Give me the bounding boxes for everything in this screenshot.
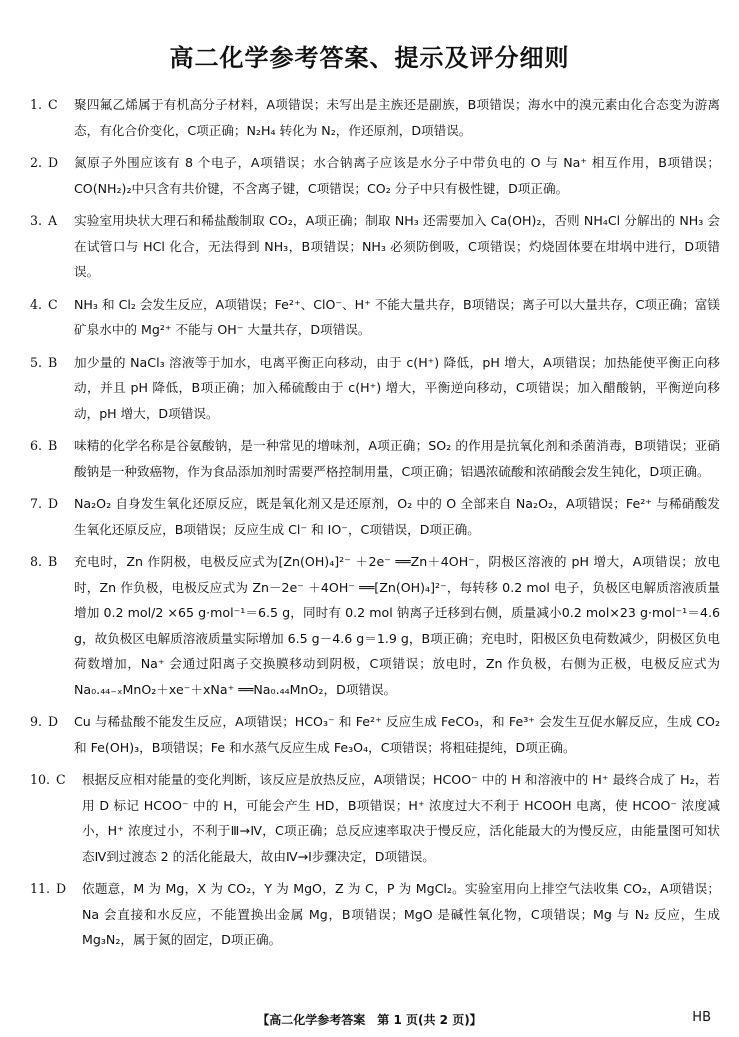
answer-key: D (48, 155, 59, 170)
question-number: 7. (30, 496, 43, 511)
question-number: 2. (30, 155, 43, 170)
question-number: 10. (30, 772, 51, 787)
answer-item-5 (30, 350, 720, 427)
answer-key: B (48, 438, 58, 453)
page-footer: 【高二化学参考答案 第 1 页(共 2 页)】 (257, 1013, 482, 1027)
question-number: 8. (30, 554, 43, 569)
answer-list (30, 92, 720, 960)
explanation-text: Cu 与稀盐酸不能发生反应，A项错误；HCO₃⁻ 和 Fe²⁺ 反应生成 FeCO₃，和 Fe³⁺ 会发生互促水解反应，生成 CO₂ 和 Fe(OH)₃，B项错误；Fe 和水蒸气反应生成 Fe₃O₄，C项错误；将粗硅提纯，D项正确。 (74, 714, 720, 755)
answer-key: C (56, 772, 66, 787)
answer-item-11 (30, 876, 720, 953)
answer-item-4 (30, 292, 720, 343)
answer-key: B (48, 554, 58, 569)
answer-item-7 (30, 491, 720, 542)
answer-item-3 (30, 208, 720, 285)
question-number: 4. (30, 296, 43, 312)
question-number: 6. (30, 438, 43, 453)
question-number: 5. (30, 354, 43, 370)
edition-code: HB (692, 1010, 711, 1025)
explanation-text: 味精的化学名称是谷氨酸钠，是一种常见的增味剂，A项正确；SO₂ 的作用是抗氧化剂和杀菌消毒，B项错误；亚硝酸钠是一种致癌物，作为食品添加剂时需要严格控制用量，C项正确；铝遇浓硫酸和浓硝酸会发生钝化，D项正确。 (74, 438, 720, 479)
explanation-text: NH₃ 和 Cl₂ 会发生反应，A项错误；Fe²⁺、ClO⁻、H⁺ 不能大量共存，B项错误；离子可以大量共存，C项正确；富镁矿泉水中的 Mg²⁺ 不能与 OH⁻ 大量共存，D项错误。 (74, 296, 720, 337)
question-number: 1. (30, 97, 43, 112)
answer-item-8 (30, 549, 720, 702)
page-title: 高二化学参考答案、提示及评分细则 (169, 44, 570, 72)
answer-key: C (48, 97, 58, 112)
answer-item-9 (30, 709, 720, 760)
explanation-text: 氮原子外围应该有 8 个电子，A项错误；水合钠离子应该是水分子中带负电的 O 与 Na⁺ 相互作用，B项错误；CO(NH₂)₂中只含有共价键，不含离子键，C项错误；CO₂ 分子中只有极性键，D项正确。 (74, 155, 720, 196)
question-number: 3. (30, 213, 43, 228)
answer-key: D (48, 496, 59, 511)
explanation-text: 依题意，M 为 Mg，X 为 CO₂，Y 为 MgO，Z 为 C，P 为 MgCl₂。实验室用向上排空气法收集 CO₂，A项错误；Na 会直接和水反应，不能置换出金属 Mg，B项错误；MgO 是碱性氧化物，C项错误；Mg 与 N₂ 反应，生成 Mg₃N₂，属于氮的固定，D项正确。 (82, 881, 720, 947)
answer-key: C (48, 296, 58, 312)
answer-key: A (48, 213, 58, 228)
answer-key: D (48, 714, 59, 729)
answer-key: B (48, 354, 58, 370)
explanation-text: 充电时，Zn 作阴极，电极反应式为[Zn(OH)₄]²⁻ ＋2e⁻ ══Zn＋4OH⁻，阴极区溶液的 pH 增大，A项错误；放电时，Zn 作负极，电极反应式为 Zn－2e⁻ ＋4OH⁻ ══[Zn(OH)₄]²⁻，每转移 0.2 mol 电子，负极区电解质溶液质量增加 0.2 mol/2 ×65 g·mol⁻¹＝6.5 g，同时有 0.2 mol 钠离子迁移到右侧，质量减小0.2 mol×23 g·mol⁻¹＝4.6 g，故负极区电解质溶液质量实际增加 6.5 g－4.6 g＝1.9 g，B项正确；充电时，阳极区负电荷数减少，阴极区负电荷数增加，Na⁺ 会通过阳离子交换膜移动到阴极，C项错误；放电时，Zn 作负极，右侧为正极，电极反应式为 Na₀.₄₄₋ₓMnO₂＋xe⁻＋xNa⁺ ══Na₀.₄₄MnO₂，D项错误。 (74, 554, 720, 697)
explanation-text: 加少量的 NaCl₃ 溶液等于加水，电离平衡正向移动，由于 c(H⁺) 降低，pH 增大，A项错误；加热能使平衡正向移动，并且 pH 降低，B项正确；加入稀硫酸由于 c(H⁺) 增大，平衡逆向移动，C项错误；加入醋酸钠，平衡逆向移动，pH 增大，D项错误。 (74, 354, 720, 421)
question-number: 9. (30, 714, 43, 729)
answer-item-2 (30, 150, 720, 201)
answer-item-6 (30, 433, 720, 484)
explanation-text: 实验室用块状大理石和稀盐酸制取 CO₂，A项正确；制取 NH₃ 还需要加入 Ca(OH)₂，否则 NH₄Cl 分解出的 NH₃ 会在试管口与 HCl 化合，无法得到 NH₃，B项错误；NH₃ 必须防倒吸，C项错误；灼烧固体要在坩埚中进行，D项错误。 (74, 213, 720, 279)
answer-key: D (56, 881, 67, 896)
explanation-text: Na₂O₂ 自身发生氧化还原反应，既是氧化剂又是还原剂，O₂ 中的 O 全部来自 Na₂O₂，A项错误；Fe²⁺ 与稀硝酸发生氧化还原反应，B项错误；反应生成 Cl⁻ 和 IO⁻，C项错误，D项正确。 (74, 496, 720, 537)
explanation-text: 根据反应相对能量的变化判断，该反应是放热反应，A项错误；HCOO⁻ 中的 H 和溶液中的 H⁺ 最终合成了 H₂，若用 D 标记 HCOO⁻ 中的 H，可能会产生 HD，B项错误；H⁺ 浓度过大不利于 HCOOH 电离，使 HCOO⁻ 浓度减小，H⁺ 浓度过小，不利于Ⅲ→Ⅳ，C项正确；总反应速率取决于慢反应，活化能最大的为慢反应，由能量图可知状态Ⅳ到过渡态 2 的活化能最大，故由Ⅳ→Ⅰ步骤决定，D项错误。 (82, 772, 720, 864)
question-number: 11. (30, 881, 51, 896)
answer-item-10 (30, 767, 720, 869)
explanation-text: 聚四氟乙烯属于有机高分子材料，A项错误；未写出是主族还是副族，B项错误；海水中的溴元素由化合态变为游离态，有化合价变化，C项正确；N₂H₄ 转化为 N₂，作还原剂，D项错误。 (74, 97, 720, 138)
answer-item-1 (30, 92, 720, 143)
